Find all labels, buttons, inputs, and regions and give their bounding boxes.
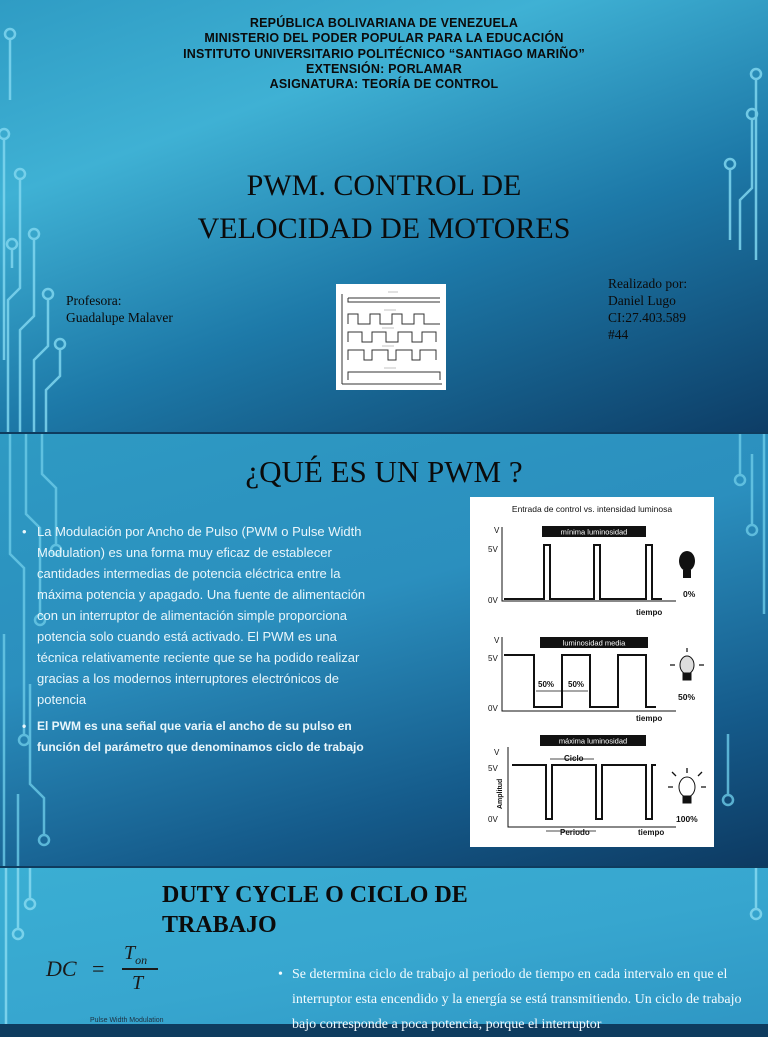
panel2-percent: 50% <box>678 692 696 702</box>
formula-equals: = <box>92 956 105 981</box>
bullet-summary <box>22 716 373 758</box>
bullet-text: El PWM es una señal que varia el ancho de su pulso en función del parámetro que denominamos ciclo de trabajo <box>37 719 364 754</box>
header-line: EXTENSIÓN: PORLAMAR <box>306 61 462 76</box>
fraction-bar <box>122 968 158 970</box>
slide2-title: ¿QUÉ ES UN PWM ? <box>245 454 523 489</box>
axis-tiempo: tiempo <box>638 828 665 837</box>
bullet-duty-cycle <box>278 962 758 1037</box>
axis-5v: 5V <box>488 764 498 773</box>
axis-5v: 5V <box>488 545 498 554</box>
profesora-name: Guadalupe Malaver <box>66 310 173 325</box>
figure-title: Entrada de control vs. intensidad luminosa <box>511 504 673 514</box>
bullet-text: La Modulación por Ancho de Pulso (PWM o Pulse Width Modulation) es una forma muy eficaz de establecer cantidades intermedias de potencia eléctrica entre la máxima potencia y apagado. Una fuente de alimentación con un interruptor de alimentación simple proporciona potencia solo cuando está activado. El PWM es una técnica relativamente reciente que se ha podido realizar gracias a los modernos interruptores electrónicos de potencia <box>37 524 366 707</box>
figure-caption: Pulse Width Modulation <box>90 1017 164 1024</box>
axis-0v: 0V <box>488 596 498 605</box>
profesora-label: Profesora: <box>66 293 122 308</box>
axis-v: V <box>494 526 500 535</box>
profesora-block <box>66 292 173 326</box>
slide-title <box>0 0 768 432</box>
duty-cycle-formula <box>46 942 166 996</box>
author-name: Daniel Lugo <box>608 293 676 308</box>
title-line: VELOCIDAD DE MOTORES <box>197 212 571 245</box>
slide-title-text <box>0 164 768 250</box>
institution-header <box>0 16 768 92</box>
panel1-percent: 0% <box>683 589 696 599</box>
header-line: MINISTERIO DEL PODER POPULAR PARA LA EDUCACIÓN <box>204 31 564 46</box>
axis-tiempo: tiempo <box>636 608 663 617</box>
formula-lhs: DC <box>46 956 77 981</box>
panel1-label: mínima luminosidad <box>560 527 628 537</box>
author-number: #44 <box>608 327 629 342</box>
formula-denominator: T <box>132 972 144 994</box>
formula-num-symbol: T <box>124 942 136 964</box>
author-id: CI:27.403.589 <box>608 310 687 325</box>
axis-v: V <box>494 748 500 757</box>
periodo-label: Periodo <box>560 828 590 837</box>
axis-5v: 5V <box>488 654 498 663</box>
amplitud-label: Amplitud <box>497 778 504 809</box>
figure-background <box>470 497 714 847</box>
formula-num-subscript: on <box>135 953 148 967</box>
bullet-dot: • <box>278 967 283 982</box>
axis-0v: 0V <box>488 704 498 713</box>
author-label: Realizado por: <box>608 276 688 291</box>
axis-0v: 0V <box>488 815 498 824</box>
title-line: PWM. CONTROL DE <box>246 169 522 202</box>
header-line: ASIGNATURA: TEORÍA DE CONTROL <box>269 77 499 92</box>
bullet-definition <box>22 521 373 710</box>
bullet-dot: • <box>22 719 27 733</box>
author-block <box>608 275 687 343</box>
pwm-waveform-thumbnail <box>336 284 446 390</box>
ciclo-label: Ciclo <box>564 754 584 763</box>
axis-tiempo: tiempo <box>636 714 663 723</box>
duty-label: 50% <box>538 680 555 689</box>
panel3-label: máxima luminosidad <box>558 736 628 746</box>
panel2-label: luminosidad media <box>562 638 626 648</box>
axis-v: V <box>494 636 500 645</box>
header-line: INSTITUTO UNIVERSITARIO POLITÉCNICO “SANTIAGO MARIÑO” <box>183 46 585 61</box>
formula-numerator <box>124 942 147 968</box>
bullet-dot: • <box>22 524 27 539</box>
panel3-percent: 100% <box>676 814 698 824</box>
header-line: REPÚBLICA BOLIVARIANA DE VENEZUELA <box>249 16 519 30</box>
duty-label: 50% <box>568 680 585 689</box>
pwm-luminosity-figure <box>470 497 714 847</box>
slide3-title: DUTY CYCLE O CICLO DE TRABAJO <box>162 882 468 938</box>
bullet-text: Se determina ciclo de trabajo al periodo de tiempo en cada intervalo en que el interruptor esta encendido y la energía se está transmitiendo. Un ciclo de trabajo bajo corresponde a poca potencia, porque el interruptor <box>292 967 742 1032</box>
